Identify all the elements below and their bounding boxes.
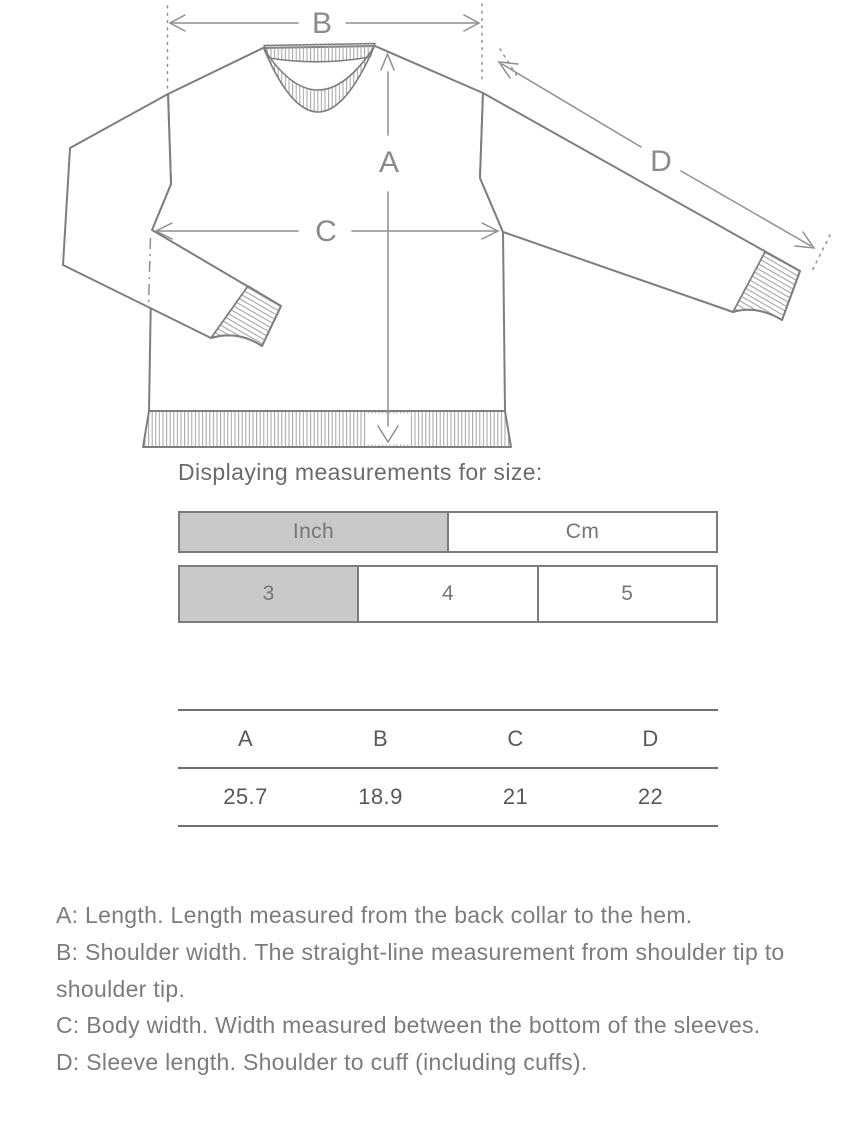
col-header-a: A [237, 726, 254, 751]
unit-option-cm[interactable]: Cm [447, 513, 716, 551]
size-toggle [178, 565, 718, 623]
size-option-4[interactable]: 4 [357, 567, 536, 621]
d-extension-tick-end [812, 235, 830, 271]
size-panel-title: Displaying measurements for size: [178, 459, 543, 485]
legend-line-c: C: Body width. Width measured between the bottom of the sleeves. [56, 1012, 761, 1039]
value-c: 21 [502, 784, 529, 809]
measure-label-a: A [378, 146, 400, 179]
measure-label-d: D [650, 145, 672, 178]
size-option-3[interactable]: 3 [180, 567, 357, 621]
col-header-b: B [372, 726, 389, 751]
measurements-table-value-row [178, 768, 718, 826]
legend-line-d: D: Sleeve length. Shoulder to cuff (including cuffs). [56, 1049, 588, 1076]
value-a: 25.7 [223, 784, 268, 809]
measure-label-b: B [311, 7, 333, 40]
measurements-table [178, 709, 718, 827]
legend-line-b: B: Shoulder width. The straight-line measurement from shoulder tip to shoulder tip. [56, 938, 785, 1002]
size-option-5[interactable]: 5 [537, 567, 716, 621]
legend-line-a: A: Length. Length measured from the back collar to the hem. [56, 902, 693, 928]
col-header-c: C [507, 726, 524, 751]
collar-back-band [264, 44, 375, 62]
measurement-legend [56, 897, 812, 1081]
measurements-table-header-row [178, 710, 718, 768]
measurement-diagram [0, 0, 850, 470]
unit-option-inch[interactable]: Inch [180, 513, 447, 551]
sweater-diagram-svg [0, 0, 850, 470]
unit-toggle [178, 511, 718, 553]
value-d: 22 [637, 784, 664, 809]
measure-label-c: C [315, 215, 337, 248]
value-b: 18.9 [358, 784, 403, 809]
col-header-d: D [642, 726, 659, 751]
hem-ribbing [143, 411, 511, 447]
